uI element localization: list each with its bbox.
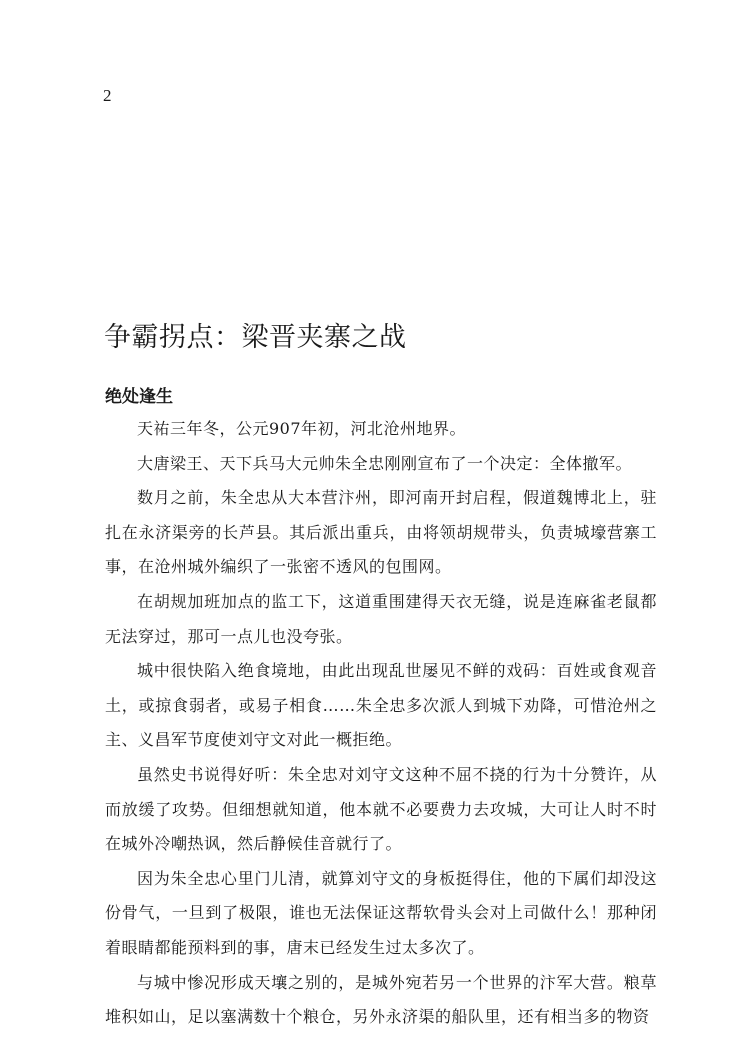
paragraph-1: 天祐三年冬，公元907年初，河北沧州地界。	[137, 419, 467, 438]
paragraph-5: 城中很快陷入绝食境地，由此出现乱世屡见不鲜的戏码：百姓或食观音土，或掠食弱者，或易子相食……朱全忠多次派人到城下劝降，可惜沧州之主、义昌军节度使刘守文对此一概拒绝。	[105, 661, 657, 750]
paragraph-3: 数月之前，朱全忠从大本营汴州，即河南开封启程，假道魏博北上，驻扎在永济渠旁的长芦县。其后派出重兵，由将领胡规带头，负责城壕营寨工事，在沧州城外编织了一张密不透风的包围网。	[105, 488, 657, 577]
paragraph-4: 在胡规加班加点的监工下，这道重围建得天衣无缝，说是连麻雀老鼠都无法穿过，那可一点儿也没夸张。	[105, 591, 657, 646]
body-text	[105, 412, 657, 1035]
chapter-title: 争霸拐点：梁晋夹寨之战	[104, 322, 407, 353]
paragraph-8: 与城中惨况形成天壤之别的，是城外宛若另一个世界的汴军大营。粮草堆积如山，足以塞满数十个粮仓，另外永济渠的船队里，还有相当多的物资	[105, 972, 657, 1027]
paragraph-2: 大唐梁王、天下兵马大元帅朱全忠刚刚宣布了一个决定：全体撤军。	[137, 453, 633, 473]
page-number: 2	[103, 86, 112, 105]
paragraph-6: 虽然史书说得好听：朱全忠对刘守文这种不屈不挠的行为十分赞许，从而放缓了攻势。但细想就知道，他本就不必要费力去攻城，大可让人时不时在城外冷嘲热讽，然后静候佳音就行了。	[105, 764, 657, 854]
section-title: 绝处逢生	[105, 387, 173, 407]
paragraph-7: 因为朱全忠心里门儿清，就算刘守文的身板挺得住，他的下属们却没这份骨气，一旦到了极限，谁也无法保证这帮软骨头会对上司做什么！那种闭着眼睛都能预料到的事，唐末已经发生过太多次了。	[105, 868, 657, 957]
